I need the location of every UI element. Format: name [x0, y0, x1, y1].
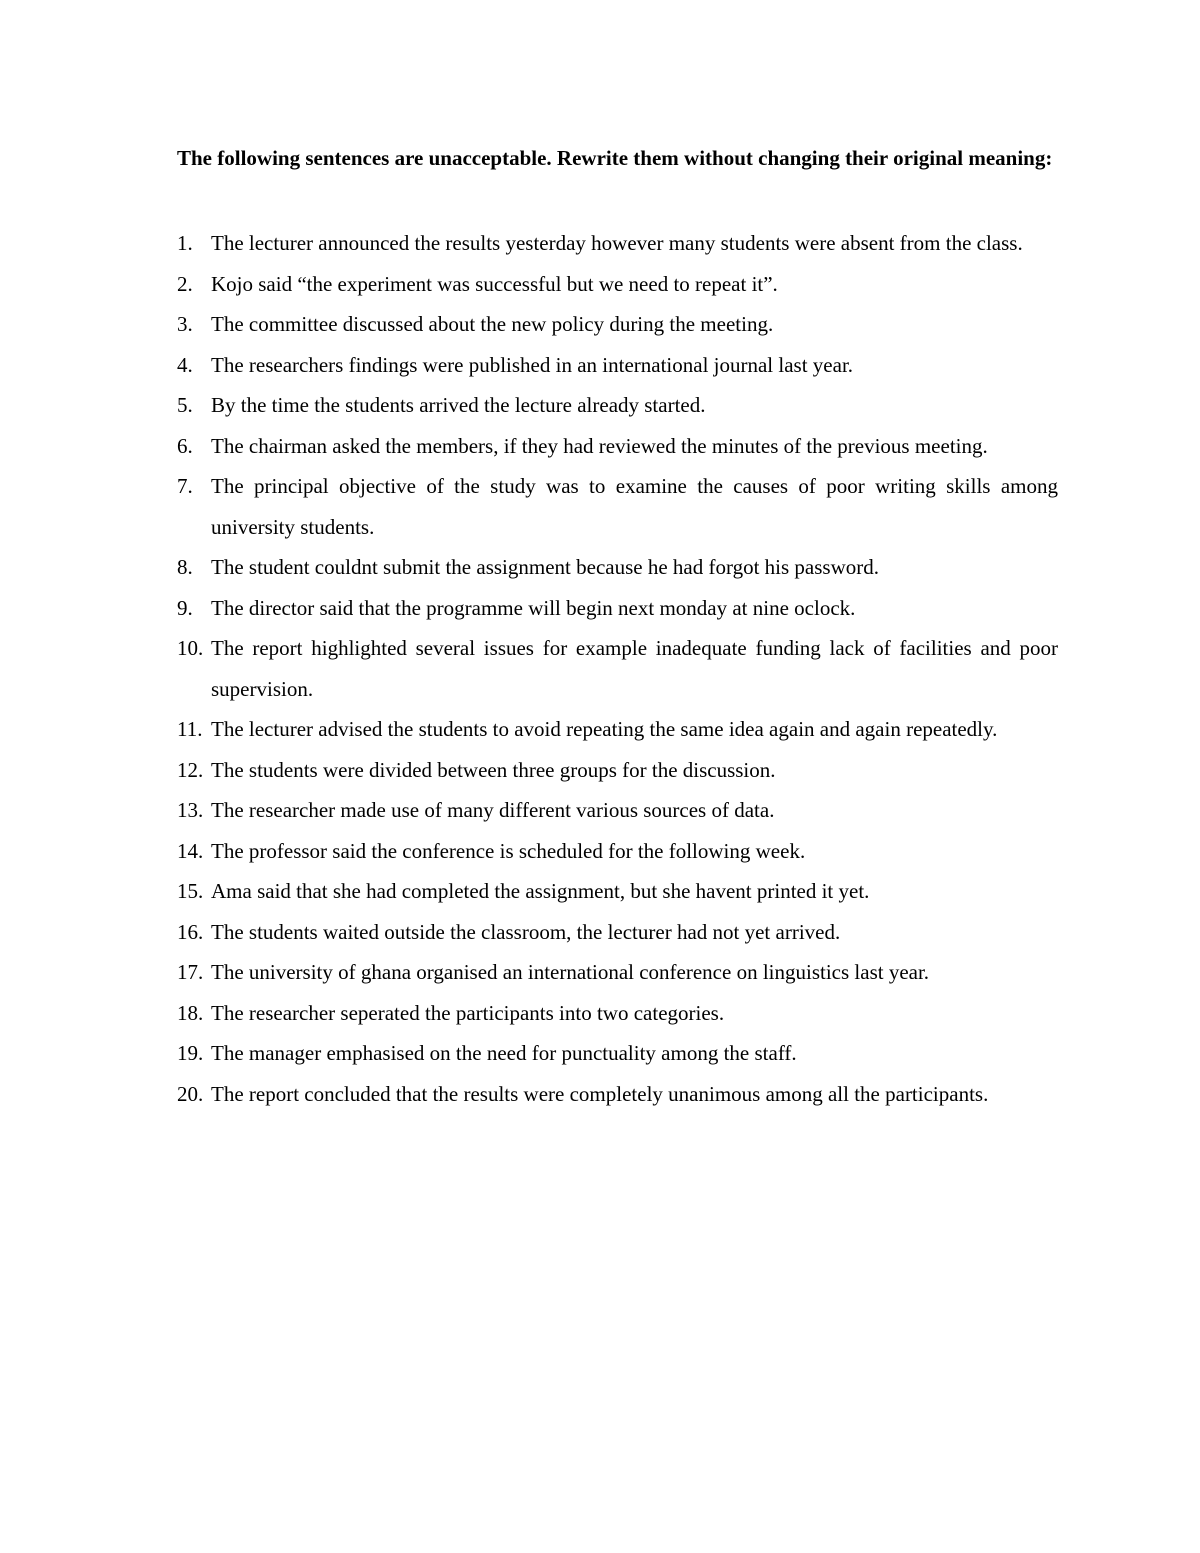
item-text: The student couldnt submit the assignment because he had forgot his password.: [211, 555, 879, 579]
item-text: The report highlighted several issues for example inadequate funding lack of facilities and poor supervision.: [211, 636, 1058, 701]
item-text: The students were divided between three groups for the discussion.: [211, 757, 776, 782]
list-item: [177, 547, 1058, 588]
list-item: [177, 912, 1058, 953]
item-text: The principal objective of the study was to examine the causes of poor writing skills among university students.: [211, 474, 1058, 539]
list-item: [177, 993, 1058, 1034]
item-text: Ama said that she had completed the assignment, but she havent printed it yet.: [211, 879, 870, 903]
item-number: 13.: [177, 798, 204, 822]
item-text: By the time the students arrived the lecture already started.: [211, 393, 706, 417]
item-number: 3.: [177, 312, 193, 336]
item-number: 9.: [177, 595, 193, 620]
list-item: [177, 831, 1058, 872]
item-number: 19.: [177, 1041, 204, 1065]
list-item: [177, 1074, 1058, 1115]
item-text: The chairman asked the members, if they had reviewed the minutes of the previous meeting.: [211, 433, 988, 458]
item-text: The report concluded that the results were completely unanimous among all the participants.: [211, 1081, 989, 1106]
item-text: The researcher seperated the participants into two categories.: [211, 1000, 725, 1025]
list-item: [177, 588, 1058, 629]
item-number: 7.: [177, 474, 193, 498]
item-number: 15.: [177, 879, 204, 903]
item-number: 17.: [177, 960, 204, 984]
item-number: 14.: [177, 838, 204, 863]
item-text: The committee discussed about the new policy during the meeting.: [211, 312, 774, 336]
list-item: [177, 750, 1058, 791]
sentence-list: [177, 223, 1058, 1114]
list-item: [177, 466, 1058, 547]
item-text: The university of ghana organised an international conference on linguistics last year.: [211, 960, 930, 984]
list-item: [177, 628, 1058, 709]
item-number: 4.: [177, 352, 193, 377]
item-number: 10.: [177, 636, 204, 660]
list-item: [177, 264, 1058, 305]
item-number: 1.: [177, 231, 193, 255]
item-number: 5.: [177, 393, 193, 417]
list-item: [177, 952, 1058, 993]
item-number: 18.: [177, 1000, 204, 1025]
item-text: The director said that the programme will begin next monday at nine oclock.: [211, 595, 856, 620]
item-text: The students waited outside the classroom, the lecturer had not yet arrived.: [211, 919, 841, 944]
item-number: 20.: [177, 1081, 204, 1106]
list-item: [177, 345, 1058, 386]
item-number: 12.: [177, 757, 204, 782]
list-item: [177, 871, 1058, 912]
item-text: The manager emphasised on the need for punctuality among the staff.: [211, 1041, 797, 1065]
list-item: [177, 426, 1058, 467]
item-number: 2.: [177, 271, 193, 296]
item-number: 6.: [177, 433, 193, 458]
list-item: [177, 1033, 1058, 1074]
item-text: The lecturer announced the results yesterday however many students were absent from the class.: [211, 231, 1023, 255]
list-item: [177, 304, 1058, 345]
item-number: 11.: [177, 717, 203, 741]
list-item: [177, 790, 1058, 831]
list-item: [177, 385, 1058, 426]
instruction-heading: The following sentences are unacceptable. Rewrite them without changing their original meaning:: [177, 146, 1053, 170]
item-text: Kojo said “the experiment was successful but we need to repeat it”.: [211, 271, 778, 296]
list-item: [177, 709, 1058, 750]
item-number: 8.: [177, 555, 193, 579]
item-text: The lecturer advised the students to avoid repeating the same idea again and again repeatedly.: [211, 717, 998, 741]
item-text: The researcher made use of many different various sources of data.: [211, 798, 775, 822]
list-item: [177, 223, 1058, 264]
item-number: 16.: [177, 919, 204, 944]
item-text: The researchers findings were published in an international journal last year.: [211, 352, 854, 377]
item-text: The professor said the conference is scheduled for the following week.: [211, 838, 806, 863]
